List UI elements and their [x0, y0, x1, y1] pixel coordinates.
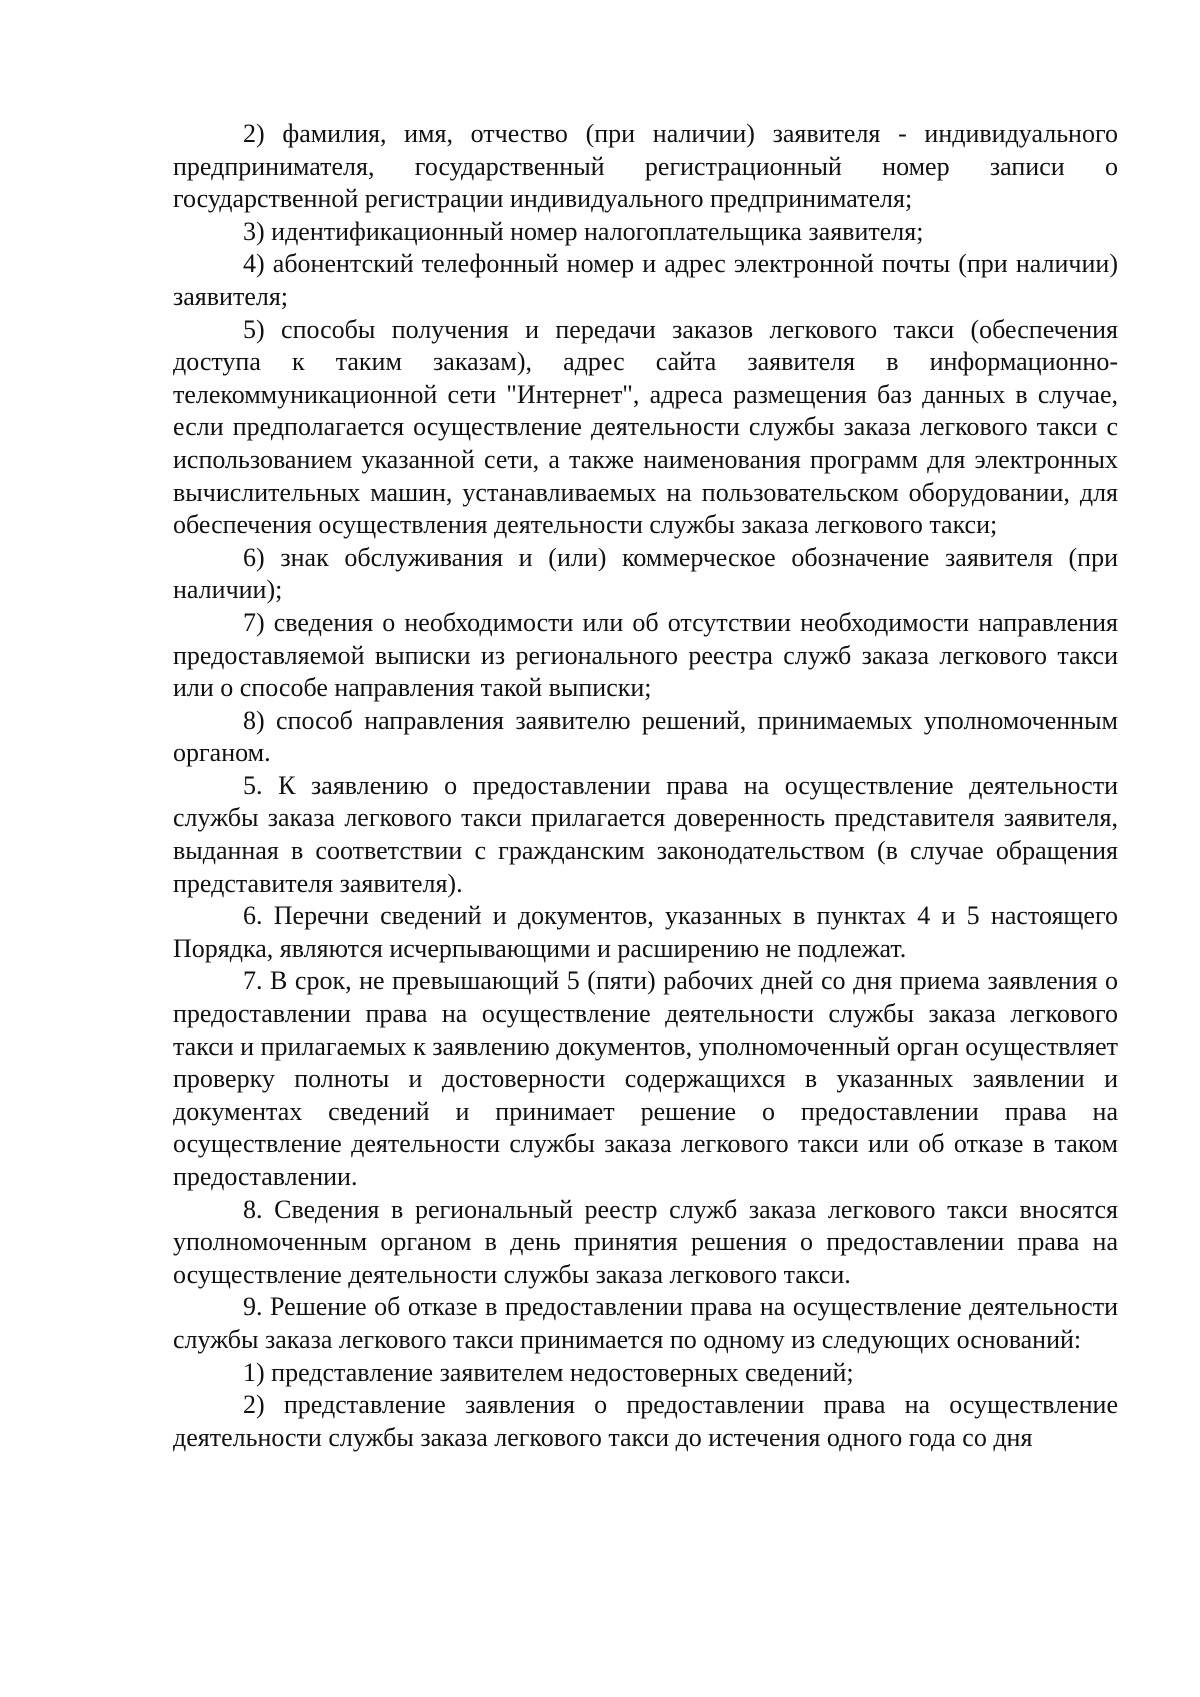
paragraph-clause-7: 7. В срок, не превышающий 5 (пяти) рабочих дней со дня приема заявления о предоставлении права на осуществление деятельности службы заказа легкового такси и прилагаемых к заявлению документов, уполномоченный орган осуществляет проверку полноты и достоверности содержащихся в указанных заявлении и документах сведений и принимает решение о предоставлении права на осуществление деятельности службы заказа легкового такси или об отказе в таком предоставлении.	[173, 966, 1118, 1191]
paragraph-clause-8: 8. Сведения в региональный реестр служб заказа легкового такси вносятся уполномоченным органом в день принятия решения о предоставлении права на осуществление деятельности службы заказа легкового такси.	[173, 1194, 1118, 1289]
paragraph-item-3-inn: 3) идентификационный номер налогоплательщика заявителя;	[243, 216, 924, 246]
paragraph-clause-9: 9. Решение об отказе в предоставлении права на осуществление деятельности службы заказа легкового такси принимается по одному из следующих оснований:	[173, 1292, 1118, 1354]
paragraph-item-2-name: 2) фамилия, имя, отчество (при наличии) заявителя - индивидуального предпринимателя, государственный регистрационный номер записи о государственной регистрации индивидуального предпринимателя;	[173, 119, 1118, 214]
paragraph-clause-5: 5. К заявлению о предоставлении права на осуществление деятельности службы заказа легкового такси прилагается доверенность представителя заявителя, выданная в соответствии с гражданским законодательством (в случае обращения представителя заявителя).	[173, 770, 1118, 898]
paragraph-ground-1: 1) представление заявителем недостоверных сведений;	[243, 1357, 854, 1387]
paragraph-item-8-decisions: 8) способ направления заявителю решений, принимаемых уполномоченным органом.	[173, 705, 1118, 768]
paragraph-item-7-extract: 7) сведения о необходимости или об отсутствии необходимости направления предоставляемой выписки из регионального реестра служб заказа легкового такси или о способе направления такой выписки;	[173, 607, 1118, 703]
document-body	[173, 118, 1118, 1454]
paragraph-item-6-trademark: 6) знак обслуживания и (или) коммерческое обозначение заявителя (при наличии);	[173, 542, 1118, 605]
paragraph-item-4-contacts: 4) абонентский телефонный номер и адрес электронной почты (при наличии) заявителя;	[173, 249, 1118, 311]
paragraph-clause-6: 6. Перечни сведений и документов, указанных в пунктах 4 и 5 настоящего Порядка, являются исчерпывающими и расширению не подлежат.	[173, 901, 1118, 963]
paragraph-ground-2: 2) представление заявления о предоставлении права на осуществление деятельности службы заказа легкового такси до истечения одного года со дня	[173, 1390, 1118, 1452]
paragraph-item-5-order-methods: 5) способы получения и передачи заказов легкового такси (обеспечения доступа к таким заказам), адрес сайта заявителя в информационно-телекоммуникационной сети "Интернет", адреса размещения баз данных в случае, если предполагается осуществление деятельности службы заказа легкового такси с использованием указанной сети, а также наименования программ для электронных вычислительных машин, устанавливаемых на пользовательском оборудовании, для обеспечения осуществления деятельности службы заказа легкового такси;	[173, 314, 1118, 540]
